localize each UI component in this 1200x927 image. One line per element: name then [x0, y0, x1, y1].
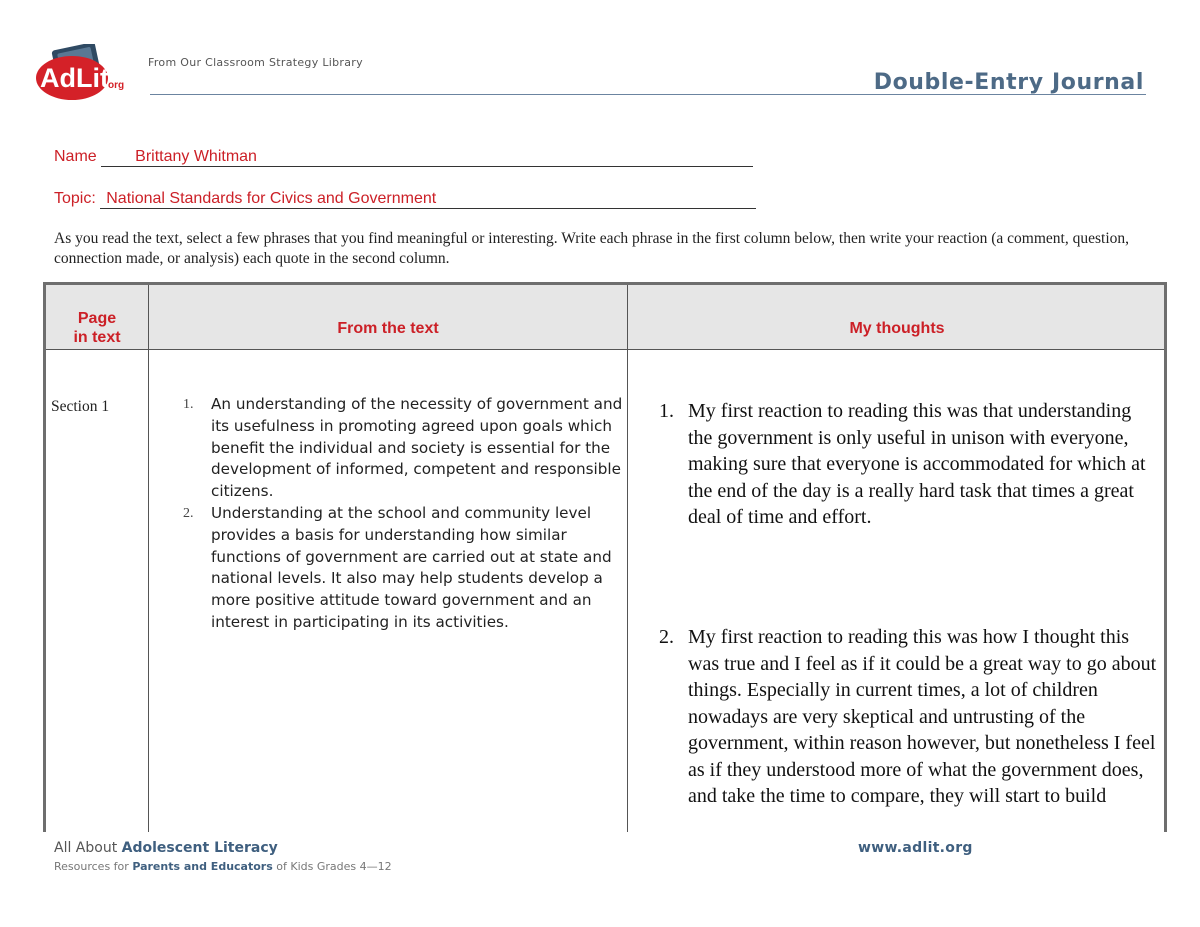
page-cell[interactable]: Section 1 — [51, 398, 110, 415]
name-label: Name — [54, 148, 97, 165]
column-divider — [148, 285, 149, 832]
quote-list — [177, 394, 627, 634]
column-divider — [627, 285, 628, 832]
thought-number: 1. — [659, 400, 674, 422]
table-header-row — [46, 285, 1164, 350]
topic-field — [54, 190, 756, 209]
journal-table — [43, 282, 1167, 832]
header-from-the-text: From the text — [337, 320, 439, 337]
footer-resources-prefix: Resources for — [54, 860, 129, 873]
quote-number: 1. — [183, 397, 194, 412]
quote-item[interactable] — [177, 503, 627, 634]
thought-list — [655, 398, 1160, 531]
thought-text: My first reaction to reading this was that understanding the government is only useful in unison with everyone, making sure that everyone is accommodated for which at the end of the day is a really hard task that times a great deal of time and effort. — [688, 400, 1146, 528]
footer-tagline — [54, 840, 392, 856]
quote-number: 2. — [183, 505, 194, 521]
topic-value[interactable]: National Standards for Civics and Government — [100, 190, 756, 209]
library-label: From Our Classroom Strategy Library — [148, 56, 363, 69]
thought-item[interactable] — [655, 398, 1160, 531]
thought-list — [655, 624, 1160, 810]
adlit-logo — [34, 44, 136, 104]
quote-text: Understanding at the school and community level provides a basis for understanding how similar functions of government are carried out at state and national levels. It also may help students develop a more positive attitude toward government and an interest in participating in its activities. — [211, 503, 612, 631]
quote-item[interactable] — [177, 394, 627, 503]
page-title: Double-Entry Journal — [873, 70, 1144, 95]
quote-text: An understanding of the necessity of government and its usefulness in promoting agreed upon goals which benefit the individual and society is essential for the development of informed, competent and responsible citizens. — [211, 395, 623, 501]
name-field — [54, 148, 753, 167]
instructions-text: As you read the text, select a few phrases that you find meaningful or interesting. Write each phrase in the first column below, then write your reaction (a comment, question, connection made, or analysis) each quote in the second column. — [54, 230, 1130, 267]
footer-tagline-prefix: All About — [54, 840, 118, 856]
footer-resources — [54, 860, 392, 873]
footer-tagline-bold: Adolescent Literacy — [121, 840, 278, 856]
thought-text: My first reaction to reading this was how I thought this was true and I feel as if it could be a great way to go about things. Especially in current times, a lot of children nowadays are very skeptical and untrusting of the government, within reason however, but nonetheless I feel as if they understood more of what the government does, and take the time to compare, they will start to build — [688, 626, 1157, 807]
svg-text:org: org — [108, 80, 125, 91]
footer-resources-bold: Parents and Educators — [132, 860, 273, 873]
svg-text:AdLit: AdLit — [40, 63, 109, 93]
name-value[interactable]: Brittany Whitman — [101, 148, 753, 167]
footer-resources-suffix: of Kids Grades 4—12 — [276, 860, 392, 873]
thought-item[interactable] — [655, 624, 1160, 810]
thought-number: 2. — [659, 626, 674, 648]
header-page-line2: in text — [73, 329, 121, 346]
header-page-in-text — [46, 309, 148, 347]
header-page-line1: Page — [77, 310, 117, 327]
footer — [54, 840, 392, 873]
header-my-thoughts: My thoughts — [849, 320, 945, 337]
topic-label: Topic: — [54, 190, 96, 207]
footer-url-link[interactable]: www.adlit.org — [858, 840, 973, 856]
